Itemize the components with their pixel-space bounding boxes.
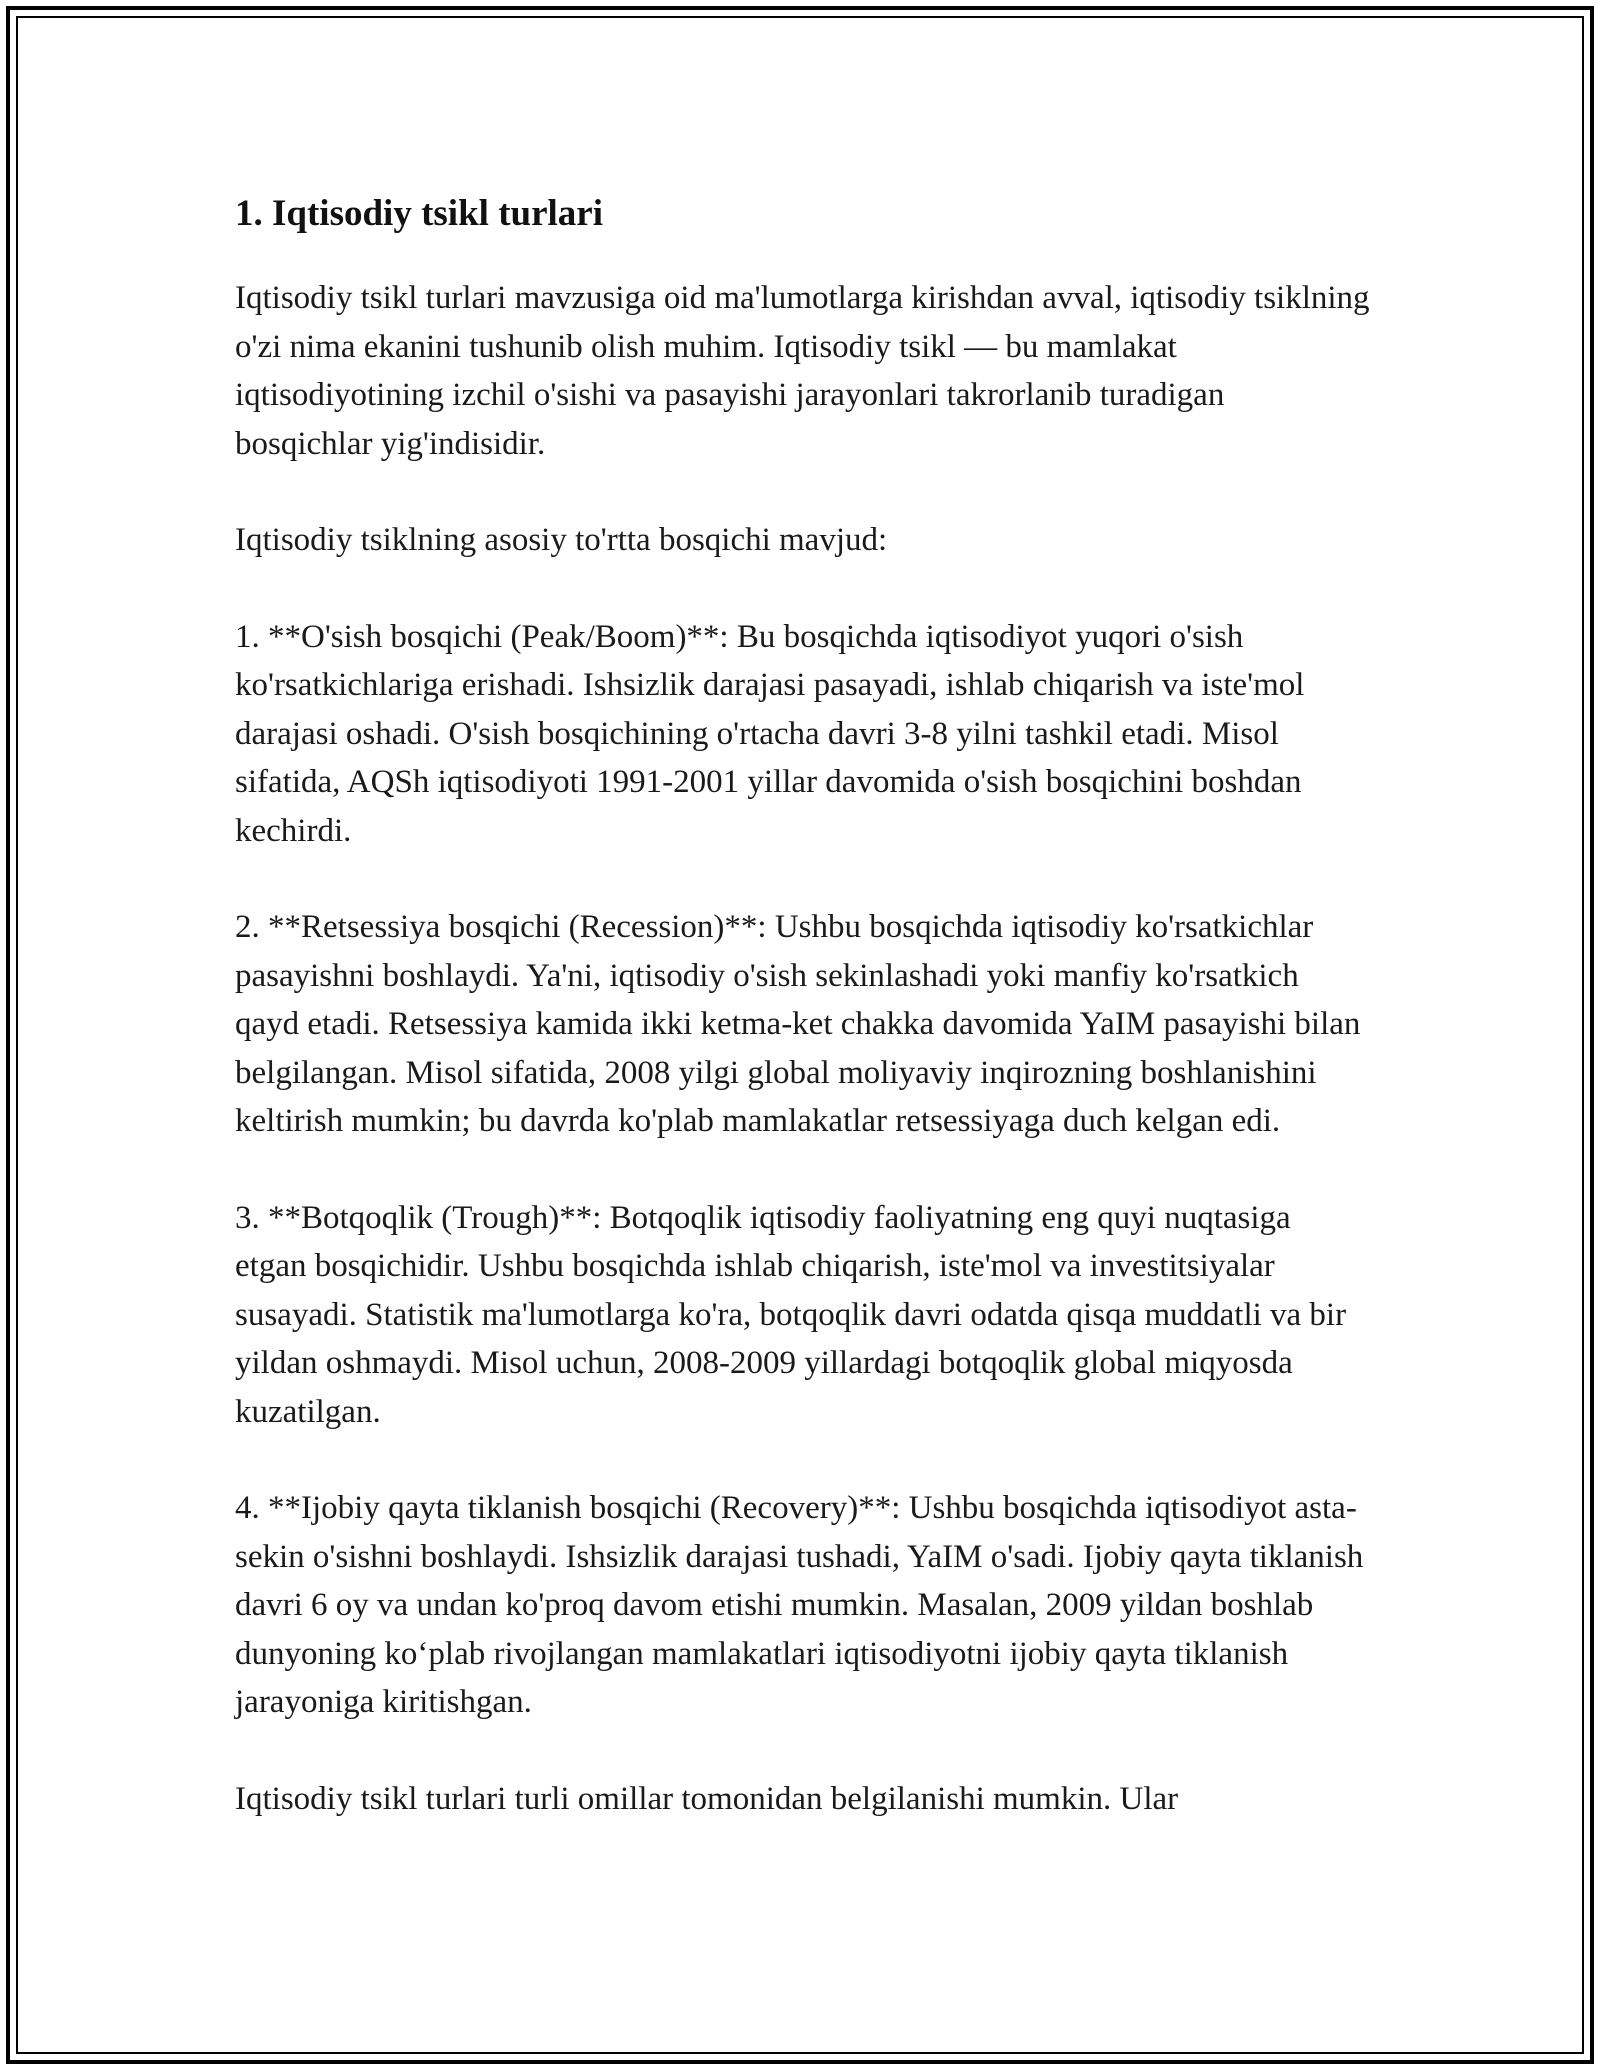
stage-recovery-paragraph: 4. **Ijobiy qayta tiklanish bosqichi (Recovery)**: Ushbu bosqichda iqtisodiyot asta-sekin o'sishni boshlaydi. Ishsizlik darajasi tushadi, YaIM o'sadi. Ijobiy qayta tiklanish davri 6 oy va undan ko'proq davom etishi mumkin. Masalan, 2009 yildan boshlab dunyoning ko‘plab rivojlangan mamlakatlari iqtisodiyotni ijobiy qayta tiklanish jarayoniga kiritishgan. bbox=[235, 1490, 1364, 1720]
section-heading: 1. Iqtisodiy tsikl turlari bbox=[235, 193, 603, 234]
document-body bbox=[235, 188, 1370, 1871]
closing-paragraph: Iqtisodiy tsikl turlari turli omillar tomonidan belgilanishi mumkin. Ular bbox=[235, 1780, 1179, 1817]
stage-peak-paragraph: 1. **O'sish bosqichi (Peak/Boom)**: Bu bosqichda iqtisodiyot yuqori o'sish ko'rsatkichlariga erishadi. Ishsizlik darajasi pasayadi, ishlab chiqarish va iste'mol darajasi oshadi. O'sish bosqichining o'rtacha davri 3-8 yilni tashkil etadi. Misol sifatida, AQSh iqtisodiyoti 1991-2001 yillar davomida o'sish bosqichini boshdan kechirdi. bbox=[235, 618, 1305, 849]
stage-trough-paragraph: 3. **Botqoqlik (Trough)**: Botqoqlik iqtisodiy faoliyatning eng quyi nuqtasiga etgan bosqichidir. Ushbu bosqichda ishlab chiqarish, iste'mol va investitsiyalar susayadi. Statistik ma'lumotlarga ko'ra, botqoqlik davri odatda qisqa muddatli va bir yildan oshmaydi. Misol uchun, 2008-2009 yillardagi botqoqlik global miqyosda kuzatilgan. bbox=[235, 1199, 1347, 1430]
stages-intro-paragraph: Iqtisodiy tsiklning asosiy to'rtta bosqichi mavjud: bbox=[235, 522, 888, 558]
stage-recession-paragraph: 2. **Retsessiya bosqichi (Recession)**: Ushbu bosqichda iqtisodiy ko'rsatkichlar pasayishni boshlaydi. Ya'ni, iqtisodiy o'sish sekinlashadi yoki manfiy ko'rsatkich qayd etadi. Retsessiya kamida ikki ketma-ket chakka davomida YaIM pasayishi bilan belgilangan. Misol sifatida, 2008 yilgi global moliyaviy inqirozning boshlanishini keltirish mumkin; bu davrda ko'plab mamlakatlar retsessiyaga duch kelgan edi. bbox=[235, 909, 1361, 1139]
intro-paragraph: Iqtisodiy tsikl turlari mavzusiga oid ma'lumotlarga kirishdan avval, iqtisodiy tsiklning o'zi nima ekanini tushunib olish muhim. Iqtisodiy tsikl — bu mamlakat iqtisodiyotining izchil o'sishi va pasayishi jarayonlari takrorlanib turadigan bosqichlar yig'indisidir. bbox=[235, 280, 1370, 462]
